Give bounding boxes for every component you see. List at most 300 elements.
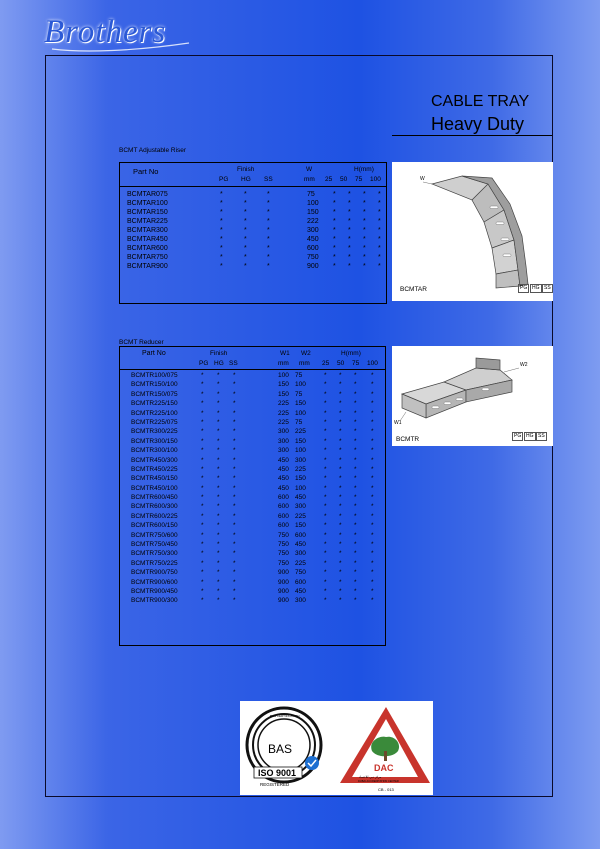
riser-mark-h75: * — [363, 209, 366, 216]
reducer-mark-h75: * — [354, 456, 357, 464]
reducer-cell-w1: 600 — [278, 494, 289, 502]
reducer-cell-part: BCMTR225/150 — [131, 400, 178, 408]
reducer-mark-ss: * — [233, 456, 236, 464]
riser-cell-part: BCMTAR300 — [127, 227, 168, 234]
reducer-mark-pg: * — [201, 494, 204, 502]
riser-cell-part: BCMTAR100 — [127, 200, 168, 207]
riser-col-h50: 50 — [340, 176, 348, 183]
reducer-mark-h50: * — [339, 541, 342, 549]
reducer-mark-hg: * — [217, 503, 220, 511]
reducer-mark-pg: * — [201, 559, 204, 567]
reducer-mark-h25: * — [324, 541, 327, 549]
reducer-mark-h75: * — [354, 494, 357, 502]
reducer-mark-h75: * — [354, 597, 357, 605]
reducer-mark-hg: * — [217, 418, 220, 426]
reducer-mark-h50: * — [339, 372, 342, 379]
reducer-mark-h25: * — [324, 409, 327, 417]
reducer-cell-w2: 450 — [295, 541, 306, 549]
reducer-mark-h100: * — [371, 531, 374, 539]
reducer-mark-h25: * — [324, 465, 327, 473]
riser-col-h25: 25 — [325, 176, 333, 183]
riser-mark-hg: * — [244, 191, 247, 198]
reducer-cell-w1: 225 — [278, 400, 289, 408]
reducer-cell-w2: 150 — [295, 522, 306, 530]
reducer-mark-h25: * — [324, 418, 327, 426]
reducer-mark-h25: * — [324, 597, 327, 605]
reducer-mark-h25: * — [324, 569, 327, 577]
reducer-tag-hg: HG — [526, 433, 534, 439]
reducer-mark-pg: * — [201, 428, 204, 436]
reducer-col-pg: PG — [199, 360, 209, 367]
reducer-mark-h25: * — [324, 503, 327, 511]
bas-text: BAS — [268, 742, 293, 756]
riser-cell-part: BCMTAR075 — [127, 191, 168, 198]
reducer-mark-hg: * — [217, 475, 220, 483]
reducer-mark-h75: * — [354, 559, 357, 567]
reducer-mark-hg: * — [217, 587, 220, 595]
reducer-mark-pg: * — [201, 437, 204, 445]
reducer-col-h: H(mm) — [341, 350, 361, 357]
riser-cell-part: BCMTAR450 — [127, 236, 168, 243]
reducer-cell-part: BCMTR150/100 — [131, 381, 178, 389]
riser-mark-h50: * — [348, 218, 351, 225]
reducer-mark-hg: * — [217, 531, 220, 539]
reducer-mark-hg: * — [217, 512, 220, 520]
reducer-mark-h50: * — [339, 531, 342, 539]
riser-mark-h100: * — [378, 236, 381, 243]
riser-mark-h75: * — [363, 200, 366, 207]
riser-mark-h100: * — [378, 254, 381, 261]
reducer-mark-h50: * — [339, 475, 342, 483]
riser-mark-ss: * — [267, 200, 270, 207]
reducer-mark-pg: * — [201, 587, 204, 595]
reducer-mark-h50: * — [339, 569, 342, 577]
reducer-mark-ss: * — [233, 428, 236, 436]
reducer-mark-h100: * — [371, 475, 374, 483]
riser-mark-h50: * — [348, 245, 351, 252]
riser-mark-ss: * — [267, 209, 270, 216]
riser-section-label: BCMT Adjustable Riser — [119, 147, 187, 154]
reducer-cell-part: BCMTR600/300 — [131, 503, 178, 511]
reducer-mark-pg: * — [201, 531, 204, 539]
reducer-mark-pg: * — [201, 503, 204, 511]
reducer-col-h50: 50 — [337, 360, 345, 367]
reducer-mark-pg: * — [201, 456, 204, 464]
reducer-col-hg: HG — [214, 360, 224, 367]
riser-mark-h25: * — [333, 227, 336, 234]
reducer-mark-h50: * — [339, 597, 342, 605]
brand-logo: Brothers — [44, 14, 167, 50]
riser-mark-h25: * — [333, 191, 336, 198]
reducer-bottom-border — [119, 645, 386, 646]
iso-text: ISO 9001 — [258, 768, 297, 778]
reducer-cell-w1: 600 — [278, 503, 289, 511]
reducer-cell-w2: 225 — [295, 428, 306, 436]
riser-col-mm: mm — [304, 176, 315, 183]
reducer-col-h75: 75 — [352, 360, 360, 367]
reducer-mark-h75: * — [354, 550, 357, 558]
reducer-mark-hg: * — [217, 465, 220, 473]
reducer-mark-h25: * — [324, 400, 327, 408]
riser-cell-part: BCMTAR225 — [127, 218, 168, 225]
reducer-mark-h50: * — [339, 503, 342, 511]
reducer-cell-w2: 150 — [295, 400, 306, 408]
riser-mark-h50: * — [348, 191, 351, 198]
riser-header-divider — [120, 186, 386, 187]
reducer-mark-h25: * — [324, 587, 327, 595]
riser-cell-w: 750 — [307, 254, 319, 261]
reducer-cell-part: BCMTR450/150 — [131, 475, 178, 483]
reducer-cell-w1: 225 — [278, 409, 289, 417]
riser-mark-pg: * — [220, 254, 223, 261]
dac-cb-text: CB - 013 — [378, 787, 394, 792]
reducer-mark-h50: * — [339, 409, 342, 417]
riser-mark-h25: * — [333, 263, 336, 270]
reducer-cell-w1: 300 — [278, 437, 289, 445]
riser-cell-part: BCMTAR600 — [127, 245, 168, 252]
riser-col-h75: 75 — [355, 176, 363, 183]
reducer-mark-h100: * — [371, 456, 374, 464]
reducer-mark-h100: * — [371, 390, 374, 398]
reducer-mark-ss: * — [233, 390, 236, 398]
reducer-mark-h50: * — [339, 400, 342, 408]
reducer-cell-w2: 600 — [295, 578, 306, 586]
reducer-mark-h100: * — [371, 559, 374, 567]
reducer-mark-pg: * — [201, 475, 204, 483]
reducer-mark-h100: * — [371, 381, 374, 389]
reducer-mark-h100: * — [371, 494, 374, 502]
reducer-col-mm1: mm — [278, 360, 289, 367]
reducer-cell-part: BCMTR300/225 — [131, 428, 178, 436]
reducer-mark-hg: * — [217, 569, 220, 577]
reducer-cell-part: BCMTR900/600 — [131, 578, 178, 586]
riser-cell-w: 300 — [307, 227, 319, 234]
riser-cell-part: BCMTAR900 — [127, 263, 168, 270]
reducer-mark-h25: * — [324, 372, 327, 379]
reducer-mark-h100: * — [371, 578, 374, 586]
reducer-section-label: BCMT Reducer — [119, 339, 164, 346]
reducer-mark-ss: * — [233, 512, 236, 520]
reducer-mark-pg: * — [201, 400, 204, 408]
reducer-mark-h75: * — [354, 390, 357, 398]
riser-cell-w: 900 — [307, 263, 319, 270]
reducer-image — [392, 346, 553, 446]
reducer-cell-w1: 600 — [278, 522, 289, 530]
reducer-cell-w2: 300 — [295, 597, 306, 605]
riser-mark-hg: * — [244, 254, 247, 261]
bas-seal-icon — [247, 708, 321, 787]
riser-col-hg: HG — [241, 176, 251, 183]
reducer-cell-part: BCMTR100/075 — [131, 372, 178, 379]
riser-image-caption: BCMTAR — [400, 286, 427, 293]
riser-mark-h25: * — [333, 245, 336, 252]
brand-swoosh-icon — [44, 17, 194, 57]
reducer-cell-part: BCMTR300/150 — [131, 437, 178, 445]
riser-mark-ss: * — [267, 236, 270, 243]
reducer-mark-ss: * — [233, 503, 236, 511]
reducer-cell-w2: 75 — [295, 418, 303, 426]
reducer-mark-hg: * — [217, 400, 220, 408]
reducer-mark-ss: * — [233, 578, 236, 586]
reducer-mark-hg: * — [217, 484, 220, 492]
riser-mark-h75: * — [363, 245, 366, 252]
reducer-mark-h100: * — [371, 447, 374, 455]
reducer-mark-h50: * — [339, 437, 342, 445]
reducer-cell-w1: 225 — [278, 418, 289, 426]
reducer-cell-w2: 225 — [295, 512, 306, 520]
reducer-mark-h50: * — [339, 418, 342, 426]
reducer-cell-w2: 100 — [295, 484, 306, 492]
riser-mark-ss: * — [267, 191, 270, 198]
reducer-mark-h75: * — [354, 512, 357, 520]
reducer-cell-w1: 900 — [278, 597, 289, 605]
certification-logos — [240, 701, 433, 795]
riser-mark-h50: * — [348, 263, 351, 270]
reducer-mark-h100: * — [371, 484, 374, 492]
reducer-col-h25: 25 — [322, 360, 330, 367]
reducer-cell-w1: 150 — [278, 381, 289, 389]
riser-mark-pg: * — [220, 227, 223, 234]
reducer-mark-h100: * — [371, 503, 374, 511]
reducer-cell-part: BCMTR750/300 — [131, 550, 178, 558]
reducer-mark-h25: * — [324, 381, 327, 389]
riser-mark-hg: * — [244, 200, 247, 207]
reducer-mark-hg: * — [217, 437, 220, 445]
reducer-mark-ss: * — [233, 541, 236, 549]
reducer-cell-part: BCMTR750/600 — [131, 531, 178, 539]
reducer-cell-w2: 150 — [295, 437, 306, 445]
reducer-mark-h25: * — [324, 559, 327, 567]
reducer-cell-part: BCMTR450/300 — [131, 456, 178, 464]
riser-mark-pg: * — [220, 245, 223, 252]
reducer-mark-h100: * — [371, 512, 374, 520]
reducer-cell-w1: 900 — [278, 569, 289, 577]
reducer-mark-pg: * — [201, 390, 204, 398]
reducer-mark-h25: * — [324, 522, 327, 530]
reducer-col-finish: Finish — [210, 350, 228, 357]
riser-mark-ss: * — [267, 254, 270, 261]
reducer-cell-part: BCMTR750/450 — [131, 541, 178, 549]
riser-col-pg: PG — [219, 176, 229, 183]
reducer-mark-hg: * — [217, 522, 220, 530]
reducer-cell-w1: 750 — [278, 559, 289, 567]
reducer-mark-h75: * — [354, 531, 357, 539]
reducer-col-h100: 100 — [367, 360, 378, 367]
reducer-mark-pg: * — [201, 541, 204, 549]
reducer-mark-h25: * — [324, 512, 327, 520]
reducer-mark-h50: * — [339, 390, 342, 398]
reducer-cell-part: BCMTR300/100 — [131, 447, 178, 455]
reducer-cell-w1: 300 — [278, 428, 289, 436]
reducer-mark-ss: * — [233, 597, 236, 605]
reducer-mark-hg: * — [217, 381, 220, 389]
reducer-mark-hg: * — [217, 428, 220, 436]
riser-mark-h100: * — [378, 209, 381, 216]
reducer-mark-h75: * — [354, 522, 357, 530]
reducer-mark-h100: * — [371, 465, 374, 473]
reducer-mark-h100: * — [371, 541, 374, 549]
riser-mark-h75: * — [363, 191, 366, 198]
reducer-mark-h100: * — [371, 522, 374, 530]
riser-mark-h50: * — [348, 254, 351, 261]
reducer-cell-w2: 600 — [295, 531, 306, 539]
reducer-cell-w1: 100 — [278, 372, 289, 379]
reducer-mark-h50: * — [339, 465, 342, 473]
reducer-cell-part: BCMTR600/450 — [131, 494, 178, 502]
reducer-mark-pg: * — [201, 578, 204, 586]
riser-mark-h75: * — [363, 227, 366, 234]
reducer-mark-h25: * — [324, 390, 327, 398]
reducer-mark-h50: * — [339, 559, 342, 567]
riser-cell-w: 600 — [307, 245, 319, 252]
reducer-mark-h50: * — [339, 428, 342, 436]
reducer-mark-h50: * — [339, 578, 342, 586]
reducer-col-mm2: mm — [299, 360, 310, 367]
riser-tag-hg: HG — [532, 285, 540, 291]
reducer-mark-h100: * — [371, 437, 374, 445]
reducer-mark-h75: * — [354, 578, 357, 586]
reducer-cell-part: BCMTR225/075 — [131, 418, 178, 426]
reducer-image-caption: BCMTR — [396, 436, 420, 443]
riser-mark-h50: * — [348, 209, 351, 216]
riser-col-h100: 100 — [370, 176, 381, 183]
reducer-mark-h75: * — [354, 400, 357, 408]
reducer-mark-hg: * — [217, 597, 220, 605]
riser-mark-h75: * — [363, 236, 366, 243]
reducer-mark-ss: * — [233, 550, 236, 558]
riser-mark-h25: * — [333, 254, 336, 261]
reducer-cell-w2: 225 — [295, 559, 306, 567]
reducer-mark-h75: * — [354, 447, 357, 455]
riser-mark-pg: * — [220, 191, 223, 198]
riser-mark-ss: * — [267, 218, 270, 225]
reducer-mark-ss: * — [233, 522, 236, 530]
reducer-mark-h100: * — [371, 418, 374, 426]
riser-mark-h100: * — [378, 245, 381, 252]
reducer-col-part: Part No — [142, 350, 166, 357]
riser-mark-h25: * — [333, 209, 336, 216]
reducer-cell-w2: 450 — [295, 494, 306, 502]
riser-mark-h75: * — [363, 254, 366, 261]
reducer-mark-ss: * — [233, 381, 236, 389]
registered-text: REGISTERED — [260, 782, 290, 787]
reducer-mark-h75: * — [354, 437, 357, 445]
riser-mark-h25: * — [333, 236, 336, 243]
reducer-mark-h50: * — [339, 456, 342, 464]
dac-arabic-text: مركز دبي للاعتماد — [359, 775, 382, 779]
reducer-cell-w1: 900 — [278, 587, 289, 595]
reducer-mark-h75: * — [354, 465, 357, 473]
reducer-mark-pg: * — [201, 597, 204, 605]
reducer-mark-h75: * — [354, 372, 357, 379]
reducer-mark-h50: * — [339, 512, 342, 520]
reducer-mark-h100: * — [371, 372, 374, 379]
reducer-top-border — [119, 346, 386, 347]
reducer-mark-h25: * — [324, 456, 327, 464]
reducer-mark-h100: * — [371, 550, 374, 558]
riser-cell-w: 222 — [307, 218, 319, 225]
reducer-mark-ss: * — [233, 494, 236, 502]
riser-col-ss: SS — [264, 176, 273, 183]
reducer-col-w1: W1 — [280, 350, 290, 357]
riser-tag-ss: SS — [544, 285, 551, 291]
reducer-mark-h25: * — [324, 484, 327, 492]
riser-dim-w: W — [420, 176, 425, 182]
reducer-cell-w2: 100 — [295, 447, 306, 455]
reducer-mark-h25: * — [324, 531, 327, 539]
reducer-mark-hg: * — [217, 372, 220, 379]
reducer-cell-w2: 100 — [295, 381, 306, 389]
reducer-cell-w2: 750 — [295, 569, 306, 577]
reducer-cell-w2: 75 — [295, 390, 303, 398]
reducer-mark-ss: * — [233, 484, 236, 492]
reducer-cell-part: BCMTR600/225 — [131, 512, 178, 520]
reducer-drawing-icon — [392, 346, 553, 446]
reducer-mark-ss: * — [233, 372, 236, 379]
reducer-mark-pg: * — [201, 569, 204, 577]
reducer-mark-hg: * — [217, 578, 220, 586]
reducer-mark-ss: * — [233, 559, 236, 567]
reducer-mark-ss: * — [233, 400, 236, 408]
reducer-cell-w1: 750 — [278, 541, 289, 549]
reducer-col-ss: SS — [229, 360, 238, 367]
reducer-mark-h100: * — [371, 597, 374, 605]
reducer-dim-w1: W1 — [394, 420, 402, 426]
reducer-mark-pg: * — [201, 465, 204, 473]
reducer-cell-part: BCMTR450/100 — [131, 484, 178, 492]
reducer-mark-hg: * — [217, 390, 220, 398]
page-subtitle: Heavy Duty — [431, 114, 525, 134]
riser-mark-h100: * — [378, 263, 381, 270]
title-divider — [392, 135, 552, 136]
reducer-mark-ss: * — [233, 447, 236, 455]
reducer-mark-h75: * — [354, 418, 357, 426]
reducer-mark-h25: * — [324, 494, 327, 502]
reducer-mark-pg: * — [201, 381, 204, 389]
riser-mark-h75: * — [363, 218, 366, 225]
riser-mark-h50: * — [348, 236, 351, 243]
reducer-mark-pg: * — [201, 484, 204, 492]
reducer-mark-h75: * — [354, 409, 357, 417]
reducer-mark-h25: * — [324, 578, 327, 586]
reducer-mark-h75: * — [354, 569, 357, 577]
riser-mark-h50: * — [348, 200, 351, 207]
reducer-col-w2: W2 — [301, 350, 311, 357]
reducer-mark-h75: * — [354, 541, 357, 549]
reducer-cell-w2: 450 — [295, 587, 306, 595]
reducer-mark-h75: * — [354, 381, 357, 389]
reducer-mark-h50: * — [339, 381, 342, 389]
reducer-cell-w1: 450 — [278, 456, 289, 464]
reducer-cell-w2: 75 — [295, 372, 303, 379]
reducer-cell-w1: 450 — [278, 465, 289, 473]
reducer-mark-h100: * — [371, 428, 374, 436]
riser-cell-w: 100 — [307, 200, 319, 207]
reducer-cell-part: BCMTR900/450 — [131, 587, 178, 595]
riser-mark-h50: * — [348, 227, 351, 234]
riser-cell-w: 75 — [307, 191, 315, 198]
riser-cell-w: 450 — [307, 236, 319, 243]
adjustable-riser-drawing-icon — [392, 162, 553, 301]
riser-col-finish: Finish — [237, 166, 255, 173]
reducer-mark-pg: * — [201, 418, 204, 426]
dac-center-text: DUBAI ACCREDITATION CENTER — [358, 780, 399, 783]
reducer-mark-ss: * — [233, 465, 236, 473]
riser-mark-h75: * — [363, 263, 366, 270]
riser-mark-h25: * — [333, 218, 336, 225]
riser-mark-pg: * — [220, 209, 223, 216]
riser-tag-pg: PG — [520, 285, 528, 291]
